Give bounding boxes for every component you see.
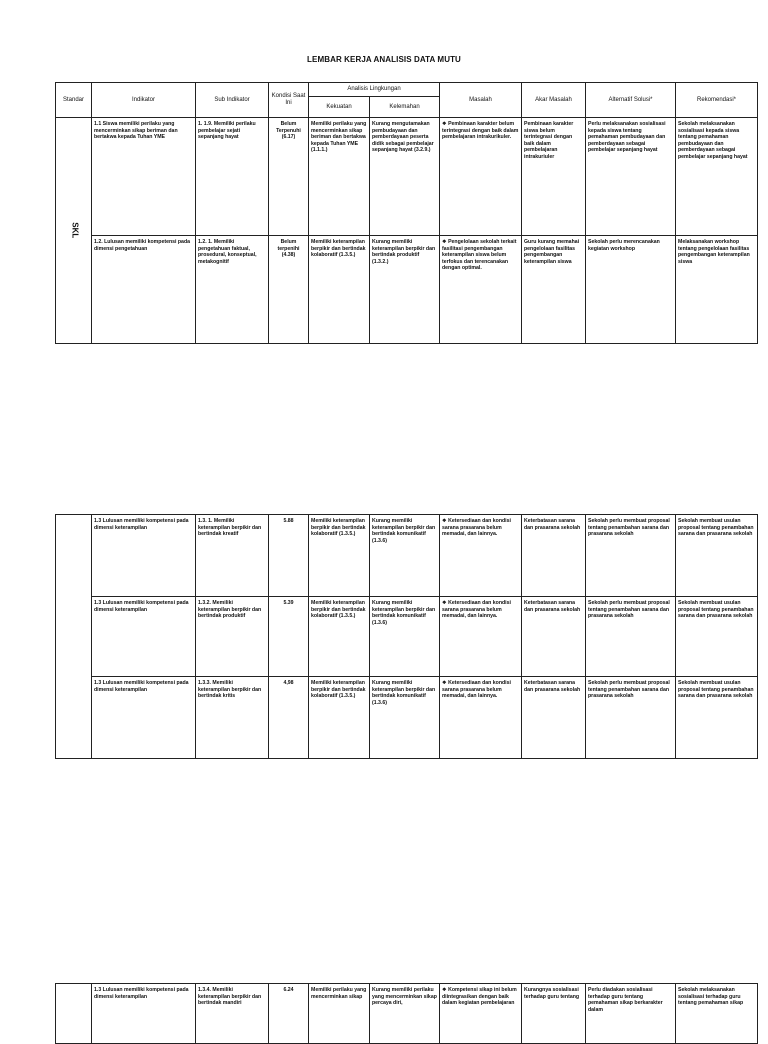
- header-standar: Standar: [56, 83, 92, 118]
- cell-alternatif-solusi: Sekolah perlu membuat proposal tentang penambahan sarana dan prasarana sekolah: [586, 515, 676, 597]
- cell-kekuatan: Memiliki keterampilan berpikir dan bertindak kolaboratif (1.3.5.): [309, 677, 370, 759]
- page-title: LEMBAR KERJA ANALISIS DATA MUTU: [307, 55, 461, 64]
- cell-kondisi: 5.88: [269, 515, 309, 597]
- table-row: [56, 984, 758, 1044]
- cell-rekomendasi: Sekolah membuat usulan proposal tentang penambahan sarana dan prasarana sekolah: [676, 515, 758, 597]
- cell-kondisi: 5.39: [269, 597, 309, 677]
- cell-akar-masalah: Pembinaan karakter siswa belum terintegrasi dengan baik dalam pembelajaran intrakuriuler: [522, 118, 586, 236]
- cell-kelemahan: Kurang memiliki perilaku yang mencerminkan sikap percaya diri,: [370, 984, 440, 1044]
- header-kekuatan: Kekuatan: [309, 97, 370, 118]
- header-akar-masalah: Akar Masalah: [522, 83, 586, 118]
- cell-akar-masalah: Keterbatasan sarana dan prasarana sekolah: [522, 515, 586, 597]
- cell-akar-masalah: Keterbatasan sarana dan prasarana sekolah: [522, 677, 586, 759]
- header-alternatif-solusi: Alternatif Solusi*: [586, 83, 676, 118]
- cell-masalah: ❖ Ketersediaan dan kondisi sarana prasarana belum memadai, dan lainnya.: [440, 677, 522, 759]
- header-kelemahan: Kelemahan: [370, 97, 440, 118]
- cell-kelemahan: Kurang mengutamakan pembudayaan dan pemberdayaan peserta didik sebagai pembelajar sepanjang hayat (3.2.9.): [370, 118, 440, 236]
- header-masalah: Masalah: [440, 83, 522, 118]
- cell-masalah: ❖ Ketersediaan dan kondisi sarana prasarana belum memadai, dan lainnya.: [440, 597, 522, 677]
- cell-akar-masalah: Guru kurang memahai pengelolaan fasilitas pengembangan keterampilan siswa: [522, 236, 586, 344]
- cell-alternatif-solusi: Perlu melaksanakan sosialisasi kepada siswa tentang pemahaman pembudayaan dan pemberdayaan sebagai pembelajar sepanjang hayat: [586, 118, 676, 236]
- cell-kondisi: 4,98: [269, 677, 309, 759]
- cell-sub-indikator: 1. 1.9. Memiliki perilaku pembelajar sejati sepanjang hayat: [196, 118, 269, 236]
- header-indikator: Indikator: [92, 83, 196, 118]
- cell-alternatif-solusi: Perlu diadakan sosialisasi terhadap guru tentang pemahaman sikap berkarakter dalam: [586, 984, 676, 1044]
- cell-sub-indikator: 1.3.4. Memiliki keterampilan berpikir dan bertindak mandiri: [196, 984, 269, 1044]
- standar-label: SKL: [69, 222, 79, 238]
- cell-rekomendasi: Melaksanakan workshop tentang pengelolaan fasilitas pengembangan keterampilan siswa: [676, 236, 758, 344]
- header-rekomendasi: Rekomendasi*: [676, 83, 758, 118]
- cell-masalah: ❖ Kompetensi sikap ini belum diintegrasikan dengan baik dalam kegiatan pembelajaran: [440, 984, 522, 1044]
- cell-rekomendasi: Sekolah membuat usulan proposal tentang penambahan sarana dan prasarana sekolah: [676, 597, 758, 677]
- table-row: [56, 677, 758, 759]
- cell-alternatif-solusi: Sekolah perlu membuat proposal tentang penambahan sarana dan prasarana sekolah: [586, 597, 676, 677]
- analysis-table-1: [55, 82, 758, 344]
- cell-masalah: ❖ Pembinaan karakter belum terintegrasi dengan baik dalam pembelajaran intrakurikuler.: [440, 118, 522, 236]
- cell-sub-indikator: 1.3. 1. Memiliki keterampilan berpikir dan bertindak kreatif: [196, 515, 269, 597]
- cell-akar-masalah: Kurangnya sosialisasi terhadap guru tentang: [522, 984, 586, 1044]
- cell-sub-indikator: 1.2. 1. Memiliki pengetahuan faktual, prosedural, konseptual, metakognitif: [196, 236, 269, 344]
- cell-sub-indikator: 1.3.2. Memiliki keterampilan berpikir dan bertindak produktif: [196, 597, 269, 677]
- standar-cell: [56, 984, 92, 1044]
- cell-sub-indikator: 1.3.3. Memiliki keterampilan berpikir dan bertindak kritis: [196, 677, 269, 759]
- cell-kondisi: Belum Terpenuhi (6.17): [269, 118, 309, 236]
- cell-masalah: ❖ Ketersediaan dan kondisi sarana prasarana belum memadai, dan lainnya.: [440, 515, 522, 597]
- cell-kelemahan: Kurang memiliki keterampilan berpikir dan bertindak komunikatif (1.3.6): [370, 515, 440, 597]
- cell-kekuatan: Memiliki keterampilan berpikir dan bertindak kolaboratif (1.3.5.): [309, 236, 370, 344]
- cell-indikator: 1.3 Lulusan memiliki kompetensi pada dimensi keterampilan: [92, 515, 196, 597]
- header-kondisi: Kondisi Saat Ini: [269, 83, 309, 118]
- cell-akar-masalah: Keterbatasan sarana dan prasarana sekolah: [522, 597, 586, 677]
- standar-cell: [56, 515, 92, 759]
- cell-kekuatan: Memiliki keterampilan berpikir dan bertindak kolaboratif (1.3.5.): [309, 515, 370, 597]
- standar-cell: [56, 118, 92, 344]
- cell-indikator: 1.3 Lulusan memiliki kompetensi pada dimensi keterampilan: [92, 677, 196, 759]
- analysis-table-3: [55, 983, 758, 1044]
- cell-kelemahan: Kurang memiliki keterampilan berpikir dan bertindak komunikatif (1.3.6): [370, 677, 440, 759]
- table-row: [56, 515, 758, 597]
- cell-indikator: 1.2. Lulusan memiliki kompetensi pada dimensi pengetahuan: [92, 236, 196, 344]
- cell-indikator: 1.1 Siswa memiliki perilaku yang mencerminkan sikap beriman dan bertakwa kepada Tuhan YME: [92, 118, 196, 236]
- cell-kekuatan: Memiliki perilaku yang mencerminkan sikap beriman dan bertakwa kepada Tuhan YME (1.1.1.): [309, 118, 370, 236]
- cell-kelemahan: Kurang memiliki keterampilan berpikir dan bertindak produktif (1.3.2.): [370, 236, 440, 344]
- cell-kekuatan: Memiliki keterampilan berpikir dan bertindak kolaboratif (1.3.5.): [309, 597, 370, 677]
- cell-kondisi: Belum terpenihi (4.38): [269, 236, 309, 344]
- cell-indikator: 1.3 Lulusan memiliki kompetensi pada dimensi keterampilan: [92, 984, 196, 1044]
- cell-kelemahan: Kurang memiliki keterampilan berpikir dan bertindak komunikatif (1.3.6): [370, 597, 440, 677]
- cell-alternatif-solusi: Sekolah perlu membuat proposal tentang penambahan sarana dan prasarana sekolah: [586, 677, 676, 759]
- table-row: [56, 597, 758, 677]
- header-analisis-lingkungan: Analisis Lingkungan: [309, 83, 440, 97]
- header-sub-indikator: Sub Indikator: [196, 83, 269, 118]
- analysis-table-2: [55, 514, 758, 759]
- cell-indikator: 1.3 Lulusan memiliki kompetensi pada dimensi keterampilan: [92, 597, 196, 677]
- cell-kondisi: 6.24: [269, 984, 309, 1044]
- table-row: [56, 118, 758, 236]
- cell-rekomendasi: Sekolah melaksanakan sosialisasi terhadap guru tentang pemahaman sikap: [676, 984, 758, 1044]
- cell-rekomendasi: Sekolah membuat usulan proposal tentang penambahan sarana dan prasarana sekolah: [676, 677, 758, 759]
- cell-masalah: ❖ Pengelolaan sekolah terkait fasilitasi pengembangan keterampilan siswa belum terfokus dan terencanakan dengan optimal.: [440, 236, 522, 344]
- cell-kekuatan: Memiliki perilaku yang mencerminkan sikap: [309, 984, 370, 1044]
- table-row: [56, 236, 758, 344]
- cell-rekomendasi: Sekolah melaksanakan sosialisasi kepada siswa tentang pemahaman pembudayaan dan pemberdayaan sebagai pembelajar sepanjang hayat: [676, 118, 758, 236]
- cell-alternatif-solusi: Sekolah perlu merencanakan kegiatan workshop: [586, 236, 676, 344]
